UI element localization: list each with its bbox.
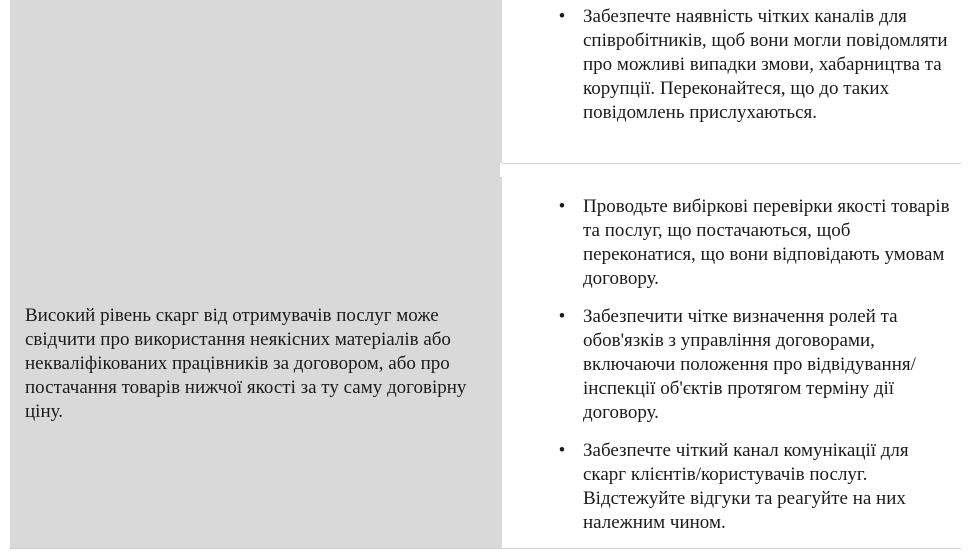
table-row [10,0,961,163]
risk-description-cell [10,177,500,548]
table-bottom-border [10,548,961,549]
mitigation-cell [502,0,961,163]
bullet-icon: • [558,306,566,327]
list-item-text: Забезпечити чітке визначення ролей та обов'язків з управління договорами, включаючи положення про відвідування/інспекції об'єктів протягом терміну дії договору. [583,306,916,423]
list-item [502,439,961,535]
mitigation-cell [502,177,961,548]
mitigation-list [502,195,961,549]
list-item [502,5,961,125]
row-separator-line [502,163,961,164]
list-item-text: Забезпечте чіткий канал комунікації для скарг клієнтів/користувачів послуг. Відстежуйте відгуки та реагуйте на них належним чином. [583,440,909,533]
list-item [502,195,961,291]
risk-description-cell [10,0,500,163]
bullet-icon: • [558,440,566,461]
mitigation-list [502,5,961,139]
list-item [502,305,961,425]
bullet-icon: • [558,6,566,27]
list-item-text: Проводьте вибіркові перевірки якості товарів та послуг, що постачаються, щоб переконатися, що вони відповідають умовам договору. [583,196,950,289]
bullet-icon: • [558,196,566,217]
risk-description-text: Високий рівень скарг від отримувачів послуг може свідчити про використання неякісних матеріалів або некваліфікованих працівників за договором, або про постачання товарів нижчої якості за ту саму договірну ціну. [25,305,467,422]
row-separator [10,163,961,177]
risk-table [10,0,961,548]
row-separator-left [10,163,500,177]
table-row [10,177,961,548]
list-item-text: Забезпечте наявність чітких каналів для співробітників, щоб вони могли повідомляти про можливі випадки змови, хабарництва та корупції. Переконайтеся, що до таких повідомлень прислухаються. [583,6,948,123]
